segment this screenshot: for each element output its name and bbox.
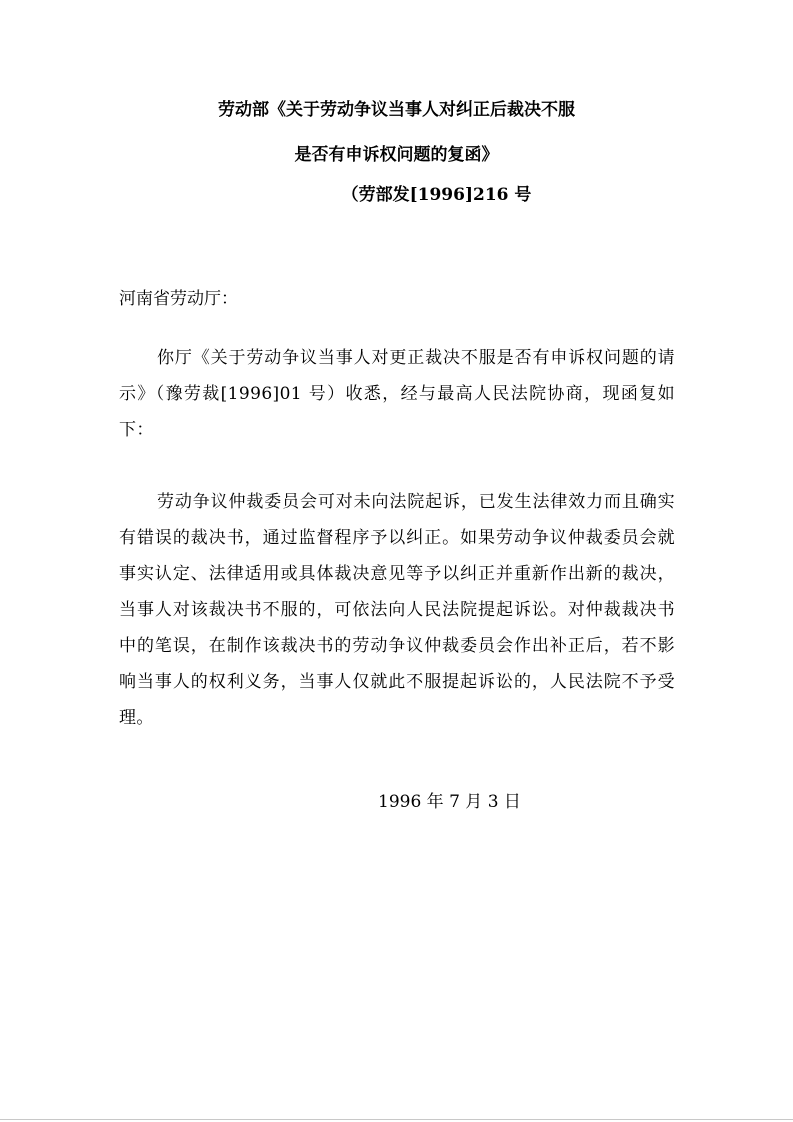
body-paragraph-2: 劳动争议仲裁委员会可对未向法院起诉，已发生法律效力而且确实有错误的裁决书，通过监督程序予以纠正。如果劳动争议仲裁委员会就事实认定、法律适用或具体裁决意见等予以纠正并重新作出新的裁决，当事人对该裁决书不服的，可依法向人民法院提起诉讼。对仲裁裁决书中的笔误，在制作该裁决书的劳动争议仲裁委员会作出补正后，若不影响当事人的权利义务，当事人仅就此不服提起诉讼的，人民法院不予受理。 (119, 492, 675, 728)
document-number: （劳部发[1996]216 号 (341, 185, 532, 205)
recipient: 河南省劳动厅： (119, 289, 238, 309)
document-title-line-1: 劳动部《关于劳动争议当事人对纠正后裁决不服 (218, 100, 575, 120)
document-title-line-2: 是否有申诉权问题的复函》 (294, 145, 499, 165)
document-date: 1996 年 7 月 3 日 (378, 792, 521, 812)
page-bottom-divider (0, 1119, 793, 1120)
body-paragraph-1: 你厅《关于劳动争议当事人对更正裁决不服是否有申诉权问题的请示》（豫劳裁[1996]01 号）收悉，经与最高人民法院协商，现函复如下： (119, 348, 675, 440)
